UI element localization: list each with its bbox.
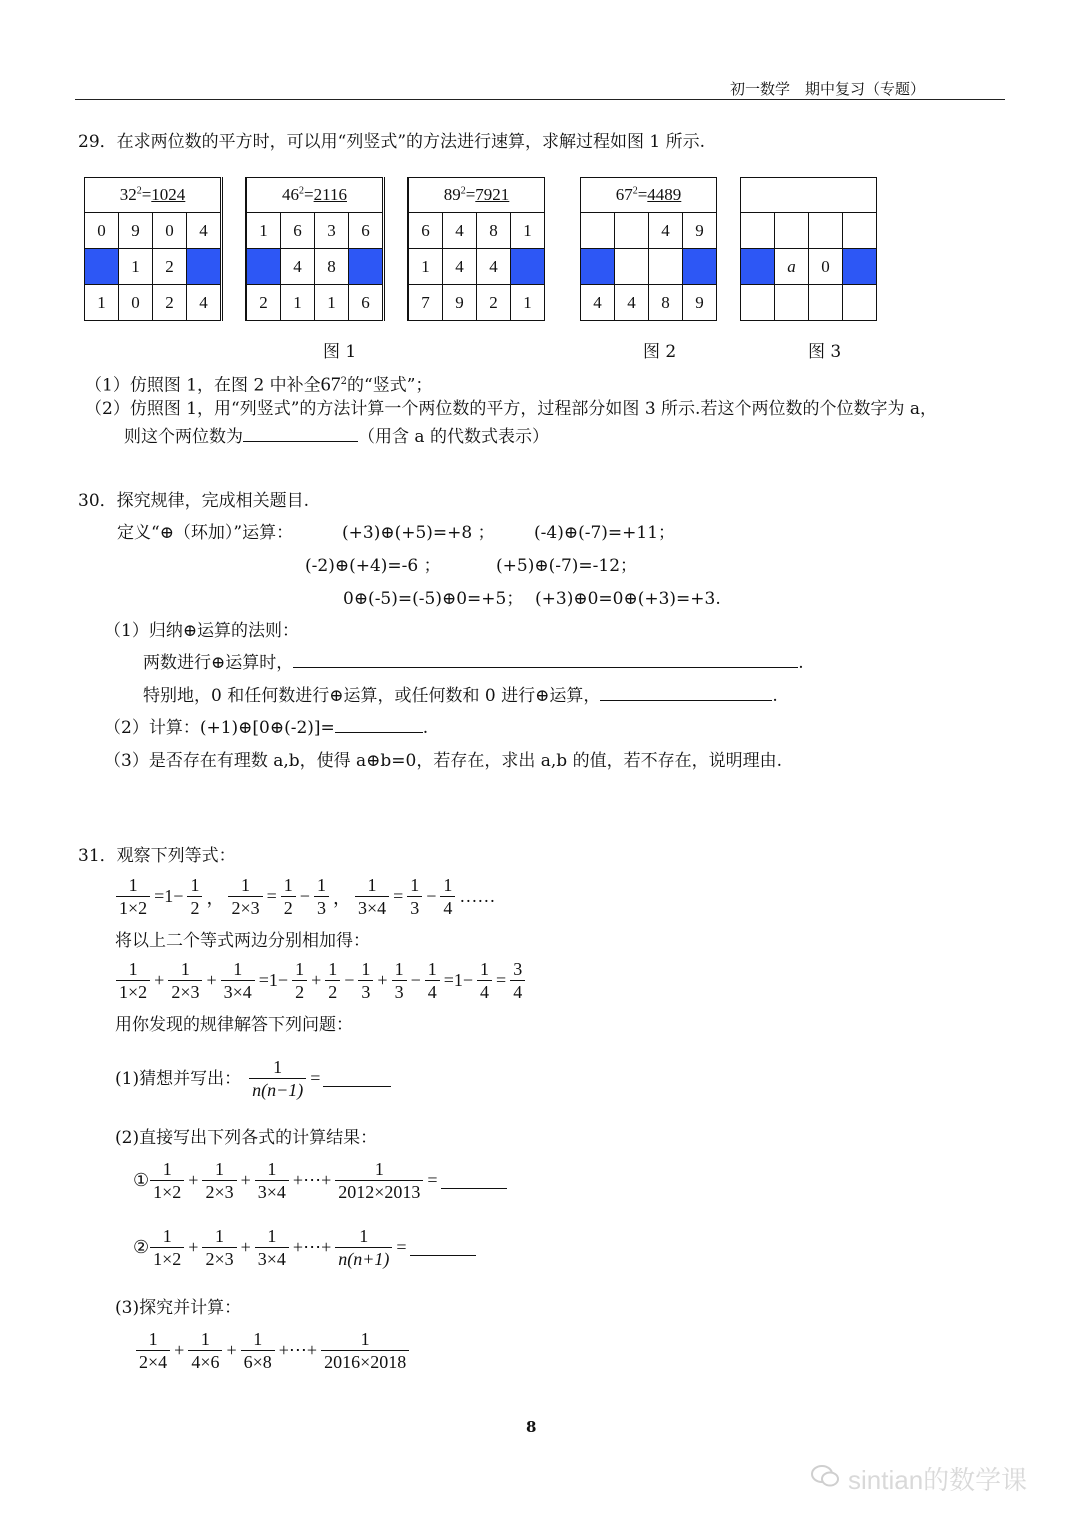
q30-rule2: 特别地，0 和任何数进行⊕运算，或任何数和 0 进行⊕运算， . xyxy=(143,686,778,706)
circle-2: ② xyxy=(133,1237,150,1257)
q30-example-5: 0⊕(-5)=(-5)⊕0=+5； xyxy=(343,589,524,609)
grid-cell xyxy=(187,249,221,285)
q31-part2-1: ① $\frac{1}{1\times 2}$ + $\frac{1}{2\times 3}$ + $\frac{1}{3\times 4}$ +⋯+ $\frac{1}{2012\times 2013}$ = xyxy=(133,1158,507,1203)
fraction: $\frac{1}{4}$ xyxy=(440,874,455,919)
fraction: $\frac{1}{2\times 3}$ xyxy=(202,1158,236,1203)
circle-1: ① xyxy=(133,1170,150,1190)
header-title: 初一数学 期中复习（专题） xyxy=(730,80,926,98)
q29-sub1-text-a: （1）仿照图 1，在图 2 中补全 xyxy=(85,375,321,396)
grid-cell xyxy=(741,249,775,285)
q31-sum-equation: $\frac{1}{1\times 2}$ + $\frac{1}{2\times 3}$ + $\frac{1}{3\times 4}$ =1− $\frac{1}{2}$ + $\frac{1}{2}$ − $\frac{1}{3}$ + $\frac{1}{3}$ − $\frac{1}{4}$ =1− $\frac{1}{4}$ = $\frac{3}{4}$ xyxy=(115,958,526,1003)
fraction: $\frac{3}{4}$ xyxy=(510,958,525,1003)
fraction: $\frac{1}{6\times 8}$ xyxy=(241,1328,275,1373)
grid-cell: 4 xyxy=(581,285,615,321)
fraction: $\frac{1}{2\times 3}$ xyxy=(228,874,262,919)
grid-cell: 0 xyxy=(153,213,187,249)
q30-example-3: (-2)⊕(+4)=-6 ； xyxy=(305,556,441,576)
grid-cell: 4 xyxy=(443,249,477,285)
fraction: $\frac{1}{3}$ xyxy=(314,874,329,919)
fraction: $\frac{1}{4\times 6}$ xyxy=(188,1328,222,1373)
q29-sub1 xyxy=(85,371,432,397)
answer-blank[interactable] xyxy=(323,1071,391,1087)
grid-cell: 4 xyxy=(281,249,315,285)
q29-sub2-line2 xyxy=(124,426,549,448)
grid-cell: 2 xyxy=(477,285,511,321)
q29-sub2-line1: （2）仿照图 1，用“列竖式”的方法计算一个两位数的平方，过程部分如图 3 所示.若这个两位数的个位数字为 a， xyxy=(85,399,937,419)
fraction: $\frac{1}{3\times 4}$ xyxy=(255,1158,289,1203)
fig1-separator xyxy=(222,177,246,321)
grid-header: $67^2=4489$ xyxy=(581,178,717,213)
grid-cell: 1 xyxy=(511,213,545,249)
grid-cell xyxy=(615,249,649,285)
fig2-grid-67 xyxy=(580,177,717,321)
q30-title: 30．探究规律，完成相关题目. xyxy=(78,491,310,511)
q29-sub2-text-a: 则这个两位数为 xyxy=(124,427,243,447)
grid-header: $46^2=2116$ xyxy=(247,178,383,213)
answer-blank[interactable] xyxy=(441,1173,507,1189)
q31-title: 31．观察下列等式： xyxy=(78,846,236,866)
grid-cell xyxy=(349,249,383,285)
q30-sub3: （3）是否存在有理数 a,b，使得 a⊕b=0，若存在，求出 a,b 的值，若不存在，说明理由. xyxy=(104,751,782,771)
grid-header: $32^2=1024$ xyxy=(85,178,221,213)
grid-cell: 1 xyxy=(409,249,443,285)
grid-cell xyxy=(843,249,877,285)
wechat-icon xyxy=(810,1463,840,1489)
q31-part3: $\frac{1}{2\times 4}$ + $\frac{1}{4\times 6}$ + $\frac{1}{6\times 8}$ +⋯+ $\frac{1}{2016\times 2018}$ xyxy=(135,1328,410,1373)
fig3-grid xyxy=(740,177,877,321)
q29-title: 29．在求两位数的平方时，可以用“列竖式”的方法进行速算，求解过程如图 1 所示. xyxy=(78,132,706,152)
q30-sub2: （2）计算：(+1)⊕[0⊕(-2)]= . xyxy=(104,718,429,738)
grid-cell: 4 xyxy=(615,285,649,321)
grid-cell: 9 xyxy=(683,285,717,321)
grid-cell xyxy=(615,213,649,249)
fraction: $\frac{1}{2\times 3}$ xyxy=(202,1225,236,1270)
fraction: $\frac{1}{4}$ xyxy=(477,958,492,1003)
answer-blank[interactable] xyxy=(243,426,358,442)
q31-sum-text: 将以上二个等式两边分别相加得： xyxy=(115,931,370,951)
q29-sub1-text-b: 的“竖式”； xyxy=(347,375,433,396)
grid-cell xyxy=(775,285,809,321)
answer-blank[interactable] xyxy=(335,717,423,733)
grid-cell: 7 xyxy=(409,285,443,321)
fraction: $\frac{1}{1\times 2}$ xyxy=(150,1158,184,1203)
grid-cell xyxy=(741,285,775,321)
grid-cell xyxy=(247,249,281,285)
grid-cell xyxy=(581,249,615,285)
q30-sub2-text: （2）计算：(+1)⊕[0⊕(-2)]= xyxy=(104,718,335,738)
q30-rule1: 两数进行⊕运算时， . xyxy=(143,653,804,673)
q29-sub1-base: 67 xyxy=(320,373,341,396)
grid-cell: 8 xyxy=(315,249,349,285)
q31-p3-label: (3)探究并计算： xyxy=(115,1298,242,1318)
grid-cell: 8 xyxy=(649,285,683,321)
grid-cell: 1 xyxy=(85,285,119,321)
grid-cell: 1 xyxy=(511,285,545,321)
fraction: $\frac{1}{2\times 4}$ xyxy=(136,1328,170,1373)
fig1-grid-89 xyxy=(408,177,545,321)
q31-p1-label: (1)猜想并写出： xyxy=(115,1068,242,1089)
grid-cell: a xyxy=(775,249,809,285)
grid-cell: 6 xyxy=(409,213,443,249)
fraction: $\frac{1}{3}$ xyxy=(358,958,373,1003)
grid-header: $89^2=7921$ xyxy=(409,178,545,213)
q30-rule2-text: 特别地，0 和任何数进行⊕运算，或任何数和 0 进行⊕运算， xyxy=(143,686,601,706)
grid-cell: 1 xyxy=(315,285,349,321)
grid-cell xyxy=(741,213,775,249)
answer-blank[interactable] xyxy=(600,685,772,701)
fraction: $\frac{1}{1\times 2}$ xyxy=(150,1225,184,1270)
q30-example-6: (+3)⊕0=0⊕(+3)=+3. xyxy=(535,589,721,609)
q31-part2-2: ② $\frac{1}{1\times 2}$ + $\frac{1}{2\times 3}$ + $\frac{1}{3\times 4}$ +⋯+ $\frac{1}{n(n+1)}$ = xyxy=(133,1225,476,1270)
grid-cell: 9 xyxy=(443,285,477,321)
header-rule xyxy=(75,99,1005,100)
grid-header xyxy=(741,178,877,213)
grid-cell: 4 xyxy=(187,213,221,249)
caption-fig3: 图 3 xyxy=(808,342,842,362)
fig1-separator xyxy=(384,177,408,321)
grid-cell: 0 xyxy=(85,213,119,249)
fig1-grid-32 xyxy=(84,177,221,321)
q30-sub1: （1）归纳⊕运算的法则： xyxy=(104,621,300,641)
grid-cell xyxy=(775,213,809,249)
fraction: $\frac{1}{2}$ xyxy=(281,874,296,919)
q31-equalities: $\frac{1}{1\times 2}$ =1− $\frac{1}{2}$ ， $\frac{1}{2\times 3}$ = $\frac{1}{2}$ − $\frac{1}{3}$ ， $\frac{1}{3\times 4}$ = $\frac{1}{3}$ − $\frac{1}{4}$ …… xyxy=(115,874,498,919)
answer-blank[interactable] xyxy=(410,1240,476,1256)
fraction: $\frac{1}{2012\times 2013}$ xyxy=(335,1158,423,1203)
fraction: $\frac{1}{2}$ xyxy=(292,958,307,1003)
fraction: $\frac{1}{1\times 2}$ xyxy=(116,958,150,1003)
grid-cell xyxy=(511,249,545,285)
fraction: $\frac{1}{3\times 4}$ xyxy=(355,874,389,919)
grid-cell: 4 xyxy=(649,213,683,249)
page-number: 8 xyxy=(526,1418,537,1436)
grid-cell xyxy=(809,213,843,249)
grid-cell xyxy=(809,285,843,321)
fraction: $\frac{1}{4}$ xyxy=(425,958,440,1003)
fraction: $\frac{1}{2}$ xyxy=(325,958,340,1003)
grid-cell xyxy=(85,249,119,285)
grid-cell: 6 xyxy=(281,213,315,249)
q29-sub1-exp: 2 xyxy=(340,376,348,387)
grid-cell: 2 xyxy=(153,249,187,285)
grid-cell: 2 xyxy=(153,285,187,321)
grid-cell xyxy=(843,285,877,321)
fraction: $\frac{1}{1\times 2}$ xyxy=(116,874,150,919)
grid-cell: 4 xyxy=(187,285,221,321)
fraction: $\frac{1}{n(n-1)}$ xyxy=(249,1056,306,1101)
grid-cell xyxy=(649,249,683,285)
grid-cell: 4 xyxy=(477,249,511,285)
grid-cell: 8 xyxy=(477,213,511,249)
ellipsis: …… xyxy=(459,886,496,906)
grid-cell: 6 xyxy=(349,285,383,321)
grid-cell: 4 xyxy=(443,213,477,249)
grid-cell: 1 xyxy=(281,285,315,321)
grid-cell: 2 xyxy=(247,285,281,321)
grid-cell: 1 xyxy=(247,213,281,249)
caption-fig2: 图 2 xyxy=(643,342,677,362)
fraction: $\frac{1}{3}$ xyxy=(407,874,422,919)
q30-rule1-text: 两数进行⊕运算时， xyxy=(143,653,294,673)
fraction: $\frac{1}{2016\times 2018}$ xyxy=(321,1328,409,1373)
grid-cell xyxy=(581,213,615,249)
q30-example-2: (-4)⊕(-7)=+11； xyxy=(534,523,676,543)
grid-cell: 0 xyxy=(809,249,843,285)
fraction: $\frac{1}{3\times 4}$ xyxy=(221,958,255,1003)
grid-cell: 9 xyxy=(119,213,153,249)
grid-cell xyxy=(683,249,717,285)
grid-cell: 1 xyxy=(119,249,153,285)
fraction: $\frac{1}{3}$ xyxy=(392,958,407,1003)
q29-sub2-text-b: （用含 a 的代数式表示） xyxy=(358,427,549,447)
grid-cell: 0 xyxy=(119,285,153,321)
answer-blank[interactable] xyxy=(293,652,798,668)
q30-example-1: (+3)⊕(+5)=+8 ； xyxy=(342,523,495,543)
grid-cell: 9 xyxy=(683,213,717,249)
q31-use-text: 用你发现的规律解答下列问题： xyxy=(115,1015,353,1035)
caption-fig1: 图 1 xyxy=(323,342,357,362)
fraction: $\frac{1}{2}$ xyxy=(187,874,202,919)
fraction: $\frac{1}{3\times 4}$ xyxy=(255,1225,289,1270)
grid-cell xyxy=(843,213,877,249)
grid-cell: 6 xyxy=(349,213,383,249)
q31-part1: (1)猜想并写出： $\frac{1}{n(n-1)}$ = xyxy=(115,1056,391,1101)
q30-example-4: (+5)⊕(-7)=-12； xyxy=(496,556,638,576)
fraction: $\frac{1}{n(n+1)}$ xyxy=(335,1225,392,1270)
watermark: sintian的数学课 xyxy=(848,1465,1028,1495)
fig1-grid-46 xyxy=(246,177,383,321)
grid-cell: 3 xyxy=(315,213,349,249)
q30-def-label: 定义“⊕（环加）”运算： xyxy=(117,523,294,543)
fraction: $\frac{1}{2\times 3}$ xyxy=(168,958,202,1003)
q31-p2-label: (2)直接写出下列各式的计算结果： xyxy=(115,1128,378,1148)
